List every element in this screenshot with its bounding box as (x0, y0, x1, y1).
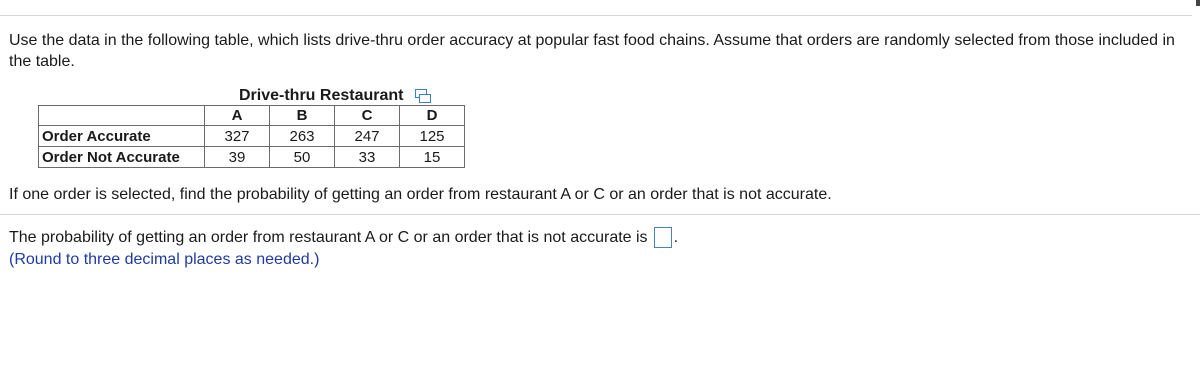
table-header-row (39, 106, 465, 126)
table-row (39, 126, 465, 147)
table-cell: 39 (205, 147, 270, 168)
table-cell: 50 (270, 147, 335, 168)
table-cell: 33 (335, 147, 400, 168)
table-cell: 327 (205, 126, 270, 147)
rounding-hint: (Round to three decimal places as needed.) (9, 251, 320, 268)
question-text: If one order is selected, find the probability of getting an order from restaurant A or C or an order that is not accurate. (9, 186, 832, 203)
top-divider (0, 15, 1192, 16)
table-row (39, 147, 465, 168)
column-header-d: D (400, 106, 465, 126)
scrollbar-thumb[interactable] (1196, 0, 1200, 6)
answer-line (9, 227, 678, 248)
drive-thru-table (38, 105, 465, 168)
column-header-c: C (335, 106, 400, 126)
answer-suffix: . (673, 228, 679, 246)
table-cell: 247 (335, 126, 400, 147)
column-header-b: B (270, 106, 335, 126)
section-divider (0, 214, 1200, 215)
answer-input[interactable] (654, 227, 672, 248)
table-cell: 263 (270, 126, 335, 147)
row-header-order-accurate: Order Accurate (39, 126, 205, 147)
table-corner-cell (39, 106, 205, 126)
copy-table-icon[interactable] (415, 89, 431, 103)
table-title: Drive-thru Restaurant (239, 87, 404, 104)
table-cell: 125 (400, 126, 465, 147)
answer-prompt: The probability of getting an order from restaurant A or C or an order that is not accurate is (9, 228, 648, 246)
row-header-order-not-accurate: Order Not Accurate (39, 147, 205, 168)
column-header-a: A (205, 106, 270, 126)
table-cell: 15 (400, 147, 465, 168)
intro-text: Use the data in the following table, which lists drive-thru order accuracy at popular fast food chains. Assume that orders are randomly selected from those included in the table. (9, 32, 1175, 70)
